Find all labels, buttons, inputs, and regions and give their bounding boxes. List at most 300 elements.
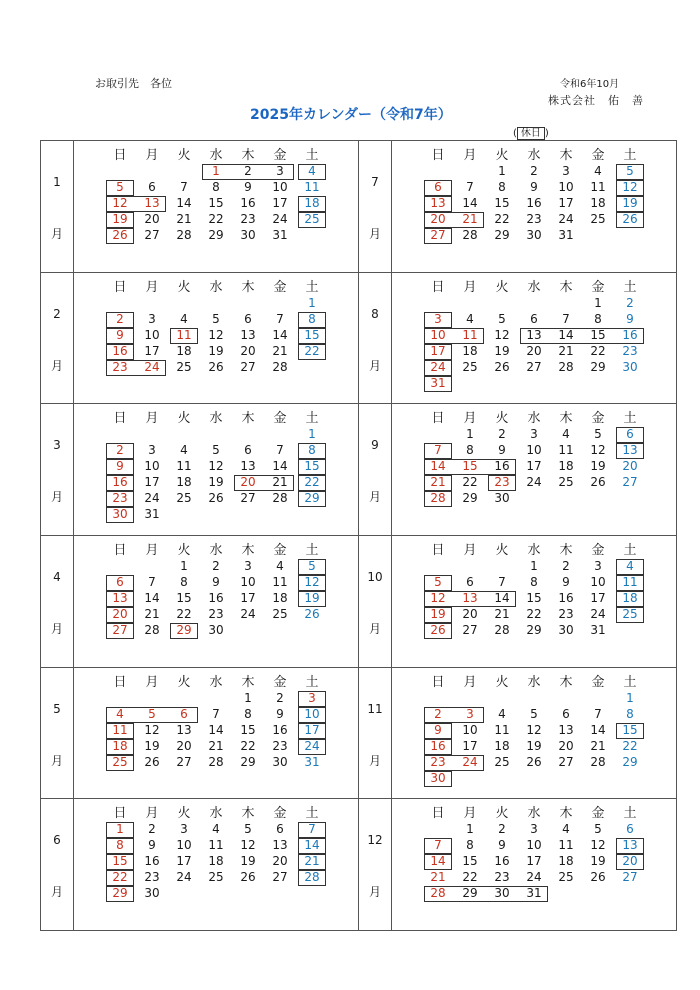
day-cell: 4 <box>466 311 474 326</box>
day-cell: 22 <box>112 870 128 885</box>
day-cell: 11 <box>272 574 288 589</box>
day-cell: 3 <box>530 822 538 837</box>
day-cell: 1 <box>212 164 220 178</box>
weekday-header: 日 <box>431 279 445 295</box>
day-cell: 2 <box>626 295 634 310</box>
holiday-box <box>520 328 644 344</box>
weekday-header: 木 <box>241 542 255 558</box>
month-suffix: 月 <box>368 227 381 241</box>
day-cell: 28 <box>272 359 288 374</box>
day-cell: 27 <box>430 228 446 242</box>
day-cell: 3 <box>594 558 602 573</box>
month-suffix: 月 <box>368 885 381 900</box>
day-cell: 29 <box>462 491 478 506</box>
holiday-box <box>424 723 452 739</box>
day-cell: 17 <box>462 738 478 753</box>
day-cell: 10 <box>144 459 160 474</box>
day-cell: 12 <box>208 327 224 342</box>
day-cell: 6 <box>244 443 252 458</box>
day-cell: 5 <box>308 558 316 573</box>
holiday-box <box>234 475 294 491</box>
day-cell: 13 <box>176 722 192 737</box>
calendar-grid <box>40 140 677 931</box>
holiday-box <box>616 212 644 228</box>
holiday-box <box>106 755 134 771</box>
month-label-cell <box>41 799 74 931</box>
day-cell: 31 <box>526 886 542 901</box>
day-cell: 24 <box>558 212 574 226</box>
day-cell: 1 <box>530 558 538 573</box>
month-number: 6 <box>53 833 61 848</box>
holiday-box <box>424 591 516 607</box>
day-cell: 27 <box>558 754 574 769</box>
holiday-box <box>424 854 452 870</box>
day-cell: 20 <box>240 475 256 490</box>
month-number: 4 <box>53 569 61 584</box>
month-calendar-11 <box>392 667 677 799</box>
holiday-box <box>298 739 326 755</box>
month-number: 10 <box>367 569 383 584</box>
day-cell: 30 <box>494 886 510 901</box>
weekday-header: 日 <box>113 411 127 427</box>
holiday-box <box>106 312 134 328</box>
day-cell: 17 <box>240 590 256 605</box>
day-cell: 3 <box>466 706 474 721</box>
weekday-header: 木 <box>559 279 573 295</box>
holiday-box <box>298 559 326 575</box>
weekday-header: 土 <box>305 279 319 295</box>
day-cell: 17 <box>590 590 606 605</box>
day-cell: 4 <box>562 427 570 442</box>
calendar-title: 2025年カレンダー（令和7年） <box>250 107 452 123</box>
weekday-header: 火 <box>177 806 191 822</box>
day-cell: 2 <box>116 311 124 326</box>
holiday-box <box>616 607 644 623</box>
weekday-header: 月 <box>463 674 477 690</box>
holiday-box <box>424 212 484 228</box>
day-cell: 18 <box>176 343 192 358</box>
day-cell: 16 <box>430 738 446 753</box>
day-cell: 28 <box>430 886 446 901</box>
day-cell: 27 <box>240 491 256 506</box>
day-cell: 3 <box>148 443 156 458</box>
day-cell: 9 <box>530 180 538 194</box>
weekday-header: 月 <box>145 411 159 427</box>
weekday-header: 木 <box>241 148 255 163</box>
day-cell: 30 <box>526 228 542 242</box>
holiday-box <box>106 886 134 902</box>
weekday-header: 金 <box>591 148 605 163</box>
month-calendar-1 <box>74 141 359 273</box>
day-cell: 15 <box>462 459 478 474</box>
day-cell: 26 <box>622 212 638 226</box>
day-cell: 6 <box>562 706 570 721</box>
day-cell: 1 <box>308 295 316 310</box>
weekday-header: 日 <box>113 148 127 163</box>
weekday-header: 火 <box>177 148 191 163</box>
day-cell: 12 <box>526 722 542 737</box>
day-cell: 12 <box>240 838 256 853</box>
day-cell: 1 <box>466 822 474 837</box>
holiday-box <box>298 822 326 838</box>
day-cell: 21 <box>272 343 288 358</box>
day-cell: 18 <box>590 196 606 210</box>
day-cell: 8 <box>116 838 124 853</box>
day-cell: 11 <box>462 327 478 342</box>
day-cell: 9 <box>498 443 506 458</box>
day-cell: 19 <box>430 606 446 621</box>
holiday-box <box>298 196 326 212</box>
day-cell: 11 <box>622 574 638 589</box>
holiday-box <box>298 707 326 723</box>
day-cell: 9 <box>116 459 124 474</box>
holiday-box <box>616 443 644 459</box>
day-cell: 2 <box>434 706 442 721</box>
holiday-box <box>170 328 198 344</box>
day-cell: 22 <box>208 212 224 226</box>
day-cell: 8 <box>308 443 316 458</box>
day-cell: 14 <box>176 196 192 210</box>
day-cell: 20 <box>526 343 542 358</box>
day-cell: 16 <box>622 327 638 342</box>
day-cell: 23 <box>558 606 574 621</box>
day-cell: 4 <box>116 706 124 721</box>
day-cell: 9 <box>434 722 442 737</box>
weekday-header: 木 <box>241 674 255 690</box>
holiday-box <box>106 623 134 639</box>
day-cell: 7 <box>148 574 156 589</box>
day-cell: 16 <box>208 590 224 605</box>
weekday-header: 土 <box>305 806 319 822</box>
day-cell: 27 <box>176 754 192 769</box>
month-suffix: 月 <box>368 753 381 768</box>
day-cell: 15 <box>622 722 638 737</box>
day-cell: 31 <box>558 228 574 242</box>
day-cell: 13 <box>558 722 574 737</box>
day-cell: 28 <box>176 228 192 242</box>
day-cell: 27 <box>622 475 638 490</box>
day-cell: 2 <box>116 443 124 458</box>
day-cell: 26 <box>430 622 446 637</box>
day-cell: 2 <box>148 822 156 837</box>
day-cell: 24 <box>144 359 160 374</box>
day-cell: 4 <box>626 558 634 573</box>
holiday-box <box>424 838 452 854</box>
day-cell: 13 <box>240 459 256 474</box>
day-cell: 14 <box>430 854 446 869</box>
day-cell: 11 <box>112 722 128 737</box>
month-calendar-12 <box>392 799 677 931</box>
day-cell: 22 <box>304 343 320 358</box>
day-cell: 3 <box>530 427 538 442</box>
weekday-header: 土 <box>305 411 319 427</box>
day-cell: 27 <box>622 870 638 885</box>
day-cell: 19 <box>590 854 606 869</box>
day-cell: 30 <box>272 754 288 769</box>
holiday-box <box>106 591 134 607</box>
day-cell: 6 <box>180 706 188 721</box>
day-cell: 13 <box>144 196 160 210</box>
weekday-header: 金 <box>273 148 287 163</box>
month-suffix: 月 <box>368 621 381 636</box>
day-cell: 20 <box>176 738 192 753</box>
day-cell: 27 <box>462 622 478 637</box>
day-cell: 29 <box>494 228 510 242</box>
day-cell: 22 <box>622 738 638 753</box>
holiday-box <box>424 607 452 623</box>
day-cell: 29 <box>176 622 192 637</box>
weekday-header: 日 <box>431 411 445 427</box>
day-cell: 20 <box>622 459 638 474</box>
day-cell: 26 <box>144 754 160 769</box>
day-cell: 30 <box>144 886 160 901</box>
holiday-box <box>424 459 516 475</box>
day-cell: 10 <box>144 327 160 342</box>
weekday-header: 金 <box>591 806 605 822</box>
day-cell: 25 <box>462 359 478 374</box>
day-cell: 13 <box>622 838 638 853</box>
day-cell: 3 <box>276 164 284 178</box>
day-cell: 26 <box>590 870 606 885</box>
day-cell: 9 <box>148 838 156 853</box>
day-cell: 26 <box>240 870 256 885</box>
day-cell: 24 <box>430 359 446 374</box>
day-cell: 28 <box>430 491 446 506</box>
day-cell: 25 <box>558 870 574 885</box>
day-cell: 15 <box>494 196 510 210</box>
day-cell: 16 <box>144 854 160 869</box>
holiday-box <box>424 196 452 212</box>
day-cell: 9 <box>498 838 506 853</box>
weekday-header: 水 <box>527 542 541 558</box>
day-cell: 31 <box>272 228 288 242</box>
day-cell: 2 <box>530 164 538 178</box>
day-cell: 23 <box>272 738 288 753</box>
holiday-box <box>616 838 644 854</box>
day-cell: 14 <box>590 722 606 737</box>
holiday-box <box>424 312 452 328</box>
weekday-header: 月 <box>145 279 159 295</box>
day-cell: 8 <box>180 574 188 589</box>
day-cell: 12 <box>494 327 510 342</box>
weekday-header: 木 <box>241 806 255 822</box>
weekday-header: 月 <box>145 674 159 690</box>
month-number: 8 <box>371 306 379 321</box>
day-cell: 28 <box>208 754 224 769</box>
weekday-header: 木 <box>559 411 573 427</box>
month-suffix: 月 <box>50 753 63 768</box>
day-cell: 7 <box>498 574 506 589</box>
day-cell: 8 <box>466 443 474 458</box>
weekday-header: 火 <box>177 279 191 295</box>
day-cell: 13 <box>622 443 638 458</box>
weekday-header: 火 <box>177 542 191 558</box>
day-cell: 11 <box>590 180 606 194</box>
weekday-header: 火 <box>495 542 509 558</box>
day-cell: 10 <box>304 706 320 721</box>
weekday-header: 月 <box>463 148 477 163</box>
day-cell: 29 <box>622 754 638 769</box>
day-cell: 3 <box>148 311 156 326</box>
weekday-header: 水 <box>527 148 541 163</box>
weekday-header: 土 <box>623 411 637 427</box>
holiday-box <box>298 312 326 328</box>
holiday-box <box>424 228 452 244</box>
holiday-box <box>424 886 548 902</box>
day-cell: 9 <box>116 327 124 342</box>
day-cell: 29 <box>240 754 256 769</box>
weekday-header: 木 <box>559 806 573 822</box>
day-cell: 19 <box>208 343 224 358</box>
day-cell: 5 <box>594 822 602 837</box>
day-cell: 23 <box>622 343 638 358</box>
day-cell: 2 <box>276 690 284 705</box>
day-cell: 14 <box>558 327 574 342</box>
day-cell: 14 <box>272 459 288 474</box>
day-cell: 24 <box>526 475 542 490</box>
day-cell: 19 <box>304 590 320 605</box>
day-cell: 23 <box>494 475 510 490</box>
day-cell: 24 <box>526 870 542 885</box>
day-cell: 20 <box>430 212 446 226</box>
day-cell: 29 <box>304 491 320 506</box>
day-cell: 18 <box>208 854 224 869</box>
day-cell: 26 <box>304 606 320 621</box>
holiday-box <box>616 164 644 180</box>
day-cell: 24 <box>304 738 320 753</box>
day-cell: 4 <box>498 706 506 721</box>
month-number: 7 <box>371 175 379 189</box>
month-number: 1 <box>53 175 61 189</box>
holiday-box <box>106 607 134 623</box>
month-label-cell <box>41 272 74 404</box>
day-cell: 5 <box>434 574 442 589</box>
day-cell: 18 <box>272 590 288 605</box>
day-cell: 14 <box>430 459 446 474</box>
day-cell: 22 <box>240 738 256 753</box>
weekday-header: 水 <box>527 279 541 295</box>
holiday-box <box>424 739 452 755</box>
day-cell: 30 <box>240 228 256 242</box>
month-number: 3 <box>53 438 61 453</box>
day-cell: 28 <box>144 622 160 637</box>
day-cell: 13 <box>112 590 128 605</box>
day-cell: 3 <box>434 311 442 326</box>
day-cell: 17 <box>526 459 542 474</box>
month-calendar-4 <box>74 535 359 667</box>
day-cell: 17 <box>176 854 192 869</box>
day-cell: 24 <box>462 754 478 769</box>
day-cell: 29 <box>112 886 128 901</box>
month-calendar-7 <box>392 141 677 273</box>
holiday-box <box>298 838 326 854</box>
day-cell: 28 <box>494 622 510 637</box>
day-cell: 1 <box>626 690 634 705</box>
weekday-header: 日 <box>431 674 445 690</box>
weekday-header: 月 <box>463 411 477 427</box>
day-cell: 18 <box>622 590 638 605</box>
day-cell: 18 <box>558 459 574 474</box>
weekday-header: 金 <box>273 542 287 558</box>
holiday-box <box>298 344 326 360</box>
holiday-box <box>106 196 166 212</box>
weekday-header: 月 <box>463 806 477 822</box>
day-cell: 10 <box>176 838 192 853</box>
day-cell: 6 <box>276 822 284 837</box>
holiday-box <box>488 475 516 491</box>
day-cell: 8 <box>530 574 538 589</box>
day-cell: 4 <box>308 164 316 178</box>
day-cell: 29 <box>526 622 542 637</box>
day-cell: 27 <box>144 228 160 242</box>
holiday-box <box>616 427 644 443</box>
weekday-header: 土 <box>623 674 637 690</box>
day-cell: 5 <box>212 311 220 326</box>
day-cell: 8 <box>498 180 506 194</box>
weekday-header: 水 <box>209 542 223 558</box>
month-calendar-8 <box>392 272 677 404</box>
day-cell: 27 <box>526 359 542 374</box>
month-number: 9 <box>371 438 379 453</box>
holiday-box <box>106 870 134 886</box>
holiday-box <box>106 854 134 870</box>
day-cell: 24 <box>272 212 288 226</box>
weekday-header: 土 <box>623 279 637 295</box>
day-cell: 26 <box>590 475 606 490</box>
holiday-box <box>424 575 452 591</box>
day-cell: 20 <box>112 606 128 621</box>
day-cell: 15 <box>462 854 478 869</box>
day-cell: 19 <box>622 196 638 210</box>
day-cell: 12 <box>590 838 606 853</box>
weekday-header: 木 <box>241 279 255 295</box>
day-cell: 7 <box>594 706 602 721</box>
month-label-cell <box>41 404 74 536</box>
day-cell: 11 <box>176 459 192 474</box>
day-cell: 16 <box>494 854 510 869</box>
month-number: 5 <box>53 701 61 716</box>
day-cell: 19 <box>208 475 224 490</box>
day-cell: 21 <box>176 212 192 226</box>
day-cell: 9 <box>276 706 284 721</box>
day-cell: 19 <box>526 738 542 753</box>
holiday-box <box>424 328 484 344</box>
day-cell: 7 <box>562 311 570 326</box>
holiday-box <box>616 180 644 196</box>
day-cell: 14 <box>494 590 510 605</box>
day-cell: 8 <box>594 311 602 326</box>
day-cell: 21 <box>208 738 224 753</box>
day-cell: 22 <box>304 475 320 490</box>
day-cell: 14 <box>208 722 224 737</box>
weekday-header: 火 <box>495 411 509 427</box>
month-label-cell <box>359 667 392 799</box>
day-cell: 15 <box>176 590 192 605</box>
weekday-header: 水 <box>209 806 223 822</box>
month-calendar-6 <box>74 799 359 931</box>
holiday-box <box>298 591 326 607</box>
day-cell: 12 <box>112 196 128 210</box>
day-cell: 21 <box>304 854 320 869</box>
weekday-header: 土 <box>305 542 319 558</box>
day-cell: 5 <box>148 706 156 721</box>
day-cell: 5 <box>594 427 602 442</box>
day-cell: 25 <box>304 212 320 226</box>
day-cell: 14 <box>272 327 288 342</box>
day-cell: 17 <box>272 196 288 210</box>
holiday-box <box>106 822 134 838</box>
day-cell: 19 <box>590 459 606 474</box>
